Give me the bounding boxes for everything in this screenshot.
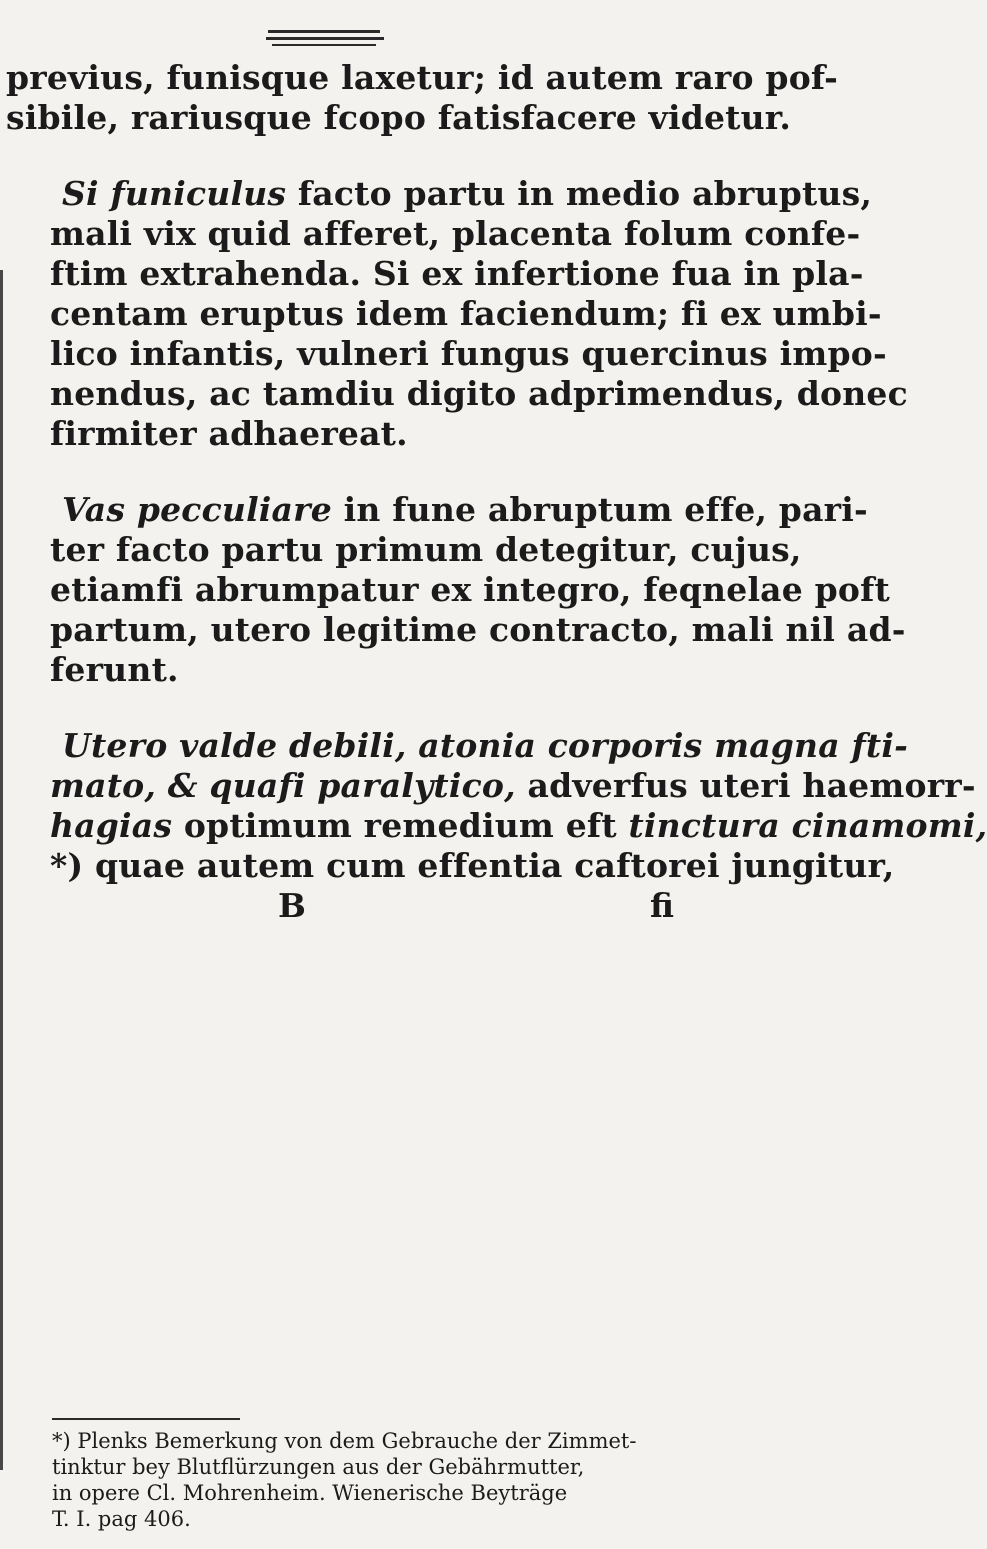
text-line: ter facto partu primum detegitur, cujus, [50,530,802,569]
text-line: firmiter adhaereat. [50,414,408,453]
signature-row [50,886,790,926]
text-line: *) quae autem cum effentia caftorei jungitur, [50,846,895,885]
text-line: hagias optimum remedium eft tinctura cinamomi, [50,806,987,845]
header-ornament-rule [272,44,376,46]
text-line: centam eruptus idem faciendum; fi ex umbi- [50,294,882,333]
header-ornament-rule [266,37,384,40]
paragraph-lead: Si funiculus [62,174,287,213]
footnote-line: *) Plenks Bemerkung von dem Gebrauche der Zimmet- [52,1429,637,1453]
text-line: nendus, ac tamdiu digito adprimendus, donec [50,374,908,413]
text-line: sibile, rariusque fcopo fatisfacere videtur. [6,98,792,137]
header-ornament-rule [268,30,380,33]
text-line: ferunt. [50,650,179,689]
page-binding-edge [0,270,3,1470]
text-line: ftim extrahenda. Si ex infertione fua in pla- [50,254,864,293]
signature-mark: B [278,886,306,925]
text-line: previus, funisque laxetur; id autem raro pof- [6,58,839,97]
catchword: fi [650,886,674,925]
text-line: etiamfi abrumpatur ex integro, feqnelae poft [50,570,890,609]
text-line: lico infantis, vulneri fungus quercinus impo- [50,334,887,373]
paragraph-lead: Vas pecculiare [62,490,332,529]
text-line: mali vix quid afferet, placenta folum confe- [50,214,861,253]
body-text [6,58,987,926]
footnote [52,1428,792,1532]
text-line: Vas pecculiare in fune abruptum effe, pari- [62,490,868,529]
footnote-line: tinktur bey Blutflürzungen aus der Gebährmutter, [52,1455,585,1479]
footnote-line: T. I. pag 406. [52,1507,191,1531]
text-line: Utero valde debili, atonia corporis magna fti- [62,726,908,765]
text-line: Si funiculus facto partu in medio abruptus, [62,174,873,213]
footnote-line: in opere Cl. Mohrenheim. Wienerische Beyträge [52,1481,568,1505]
text-line: partum, utero legitime contracto, mali nil ad- [50,610,906,649]
footnote-rule [52,1418,240,1420]
text-line: mato, & quafi paralytico, adverfus uteri haemorr- [50,766,976,805]
